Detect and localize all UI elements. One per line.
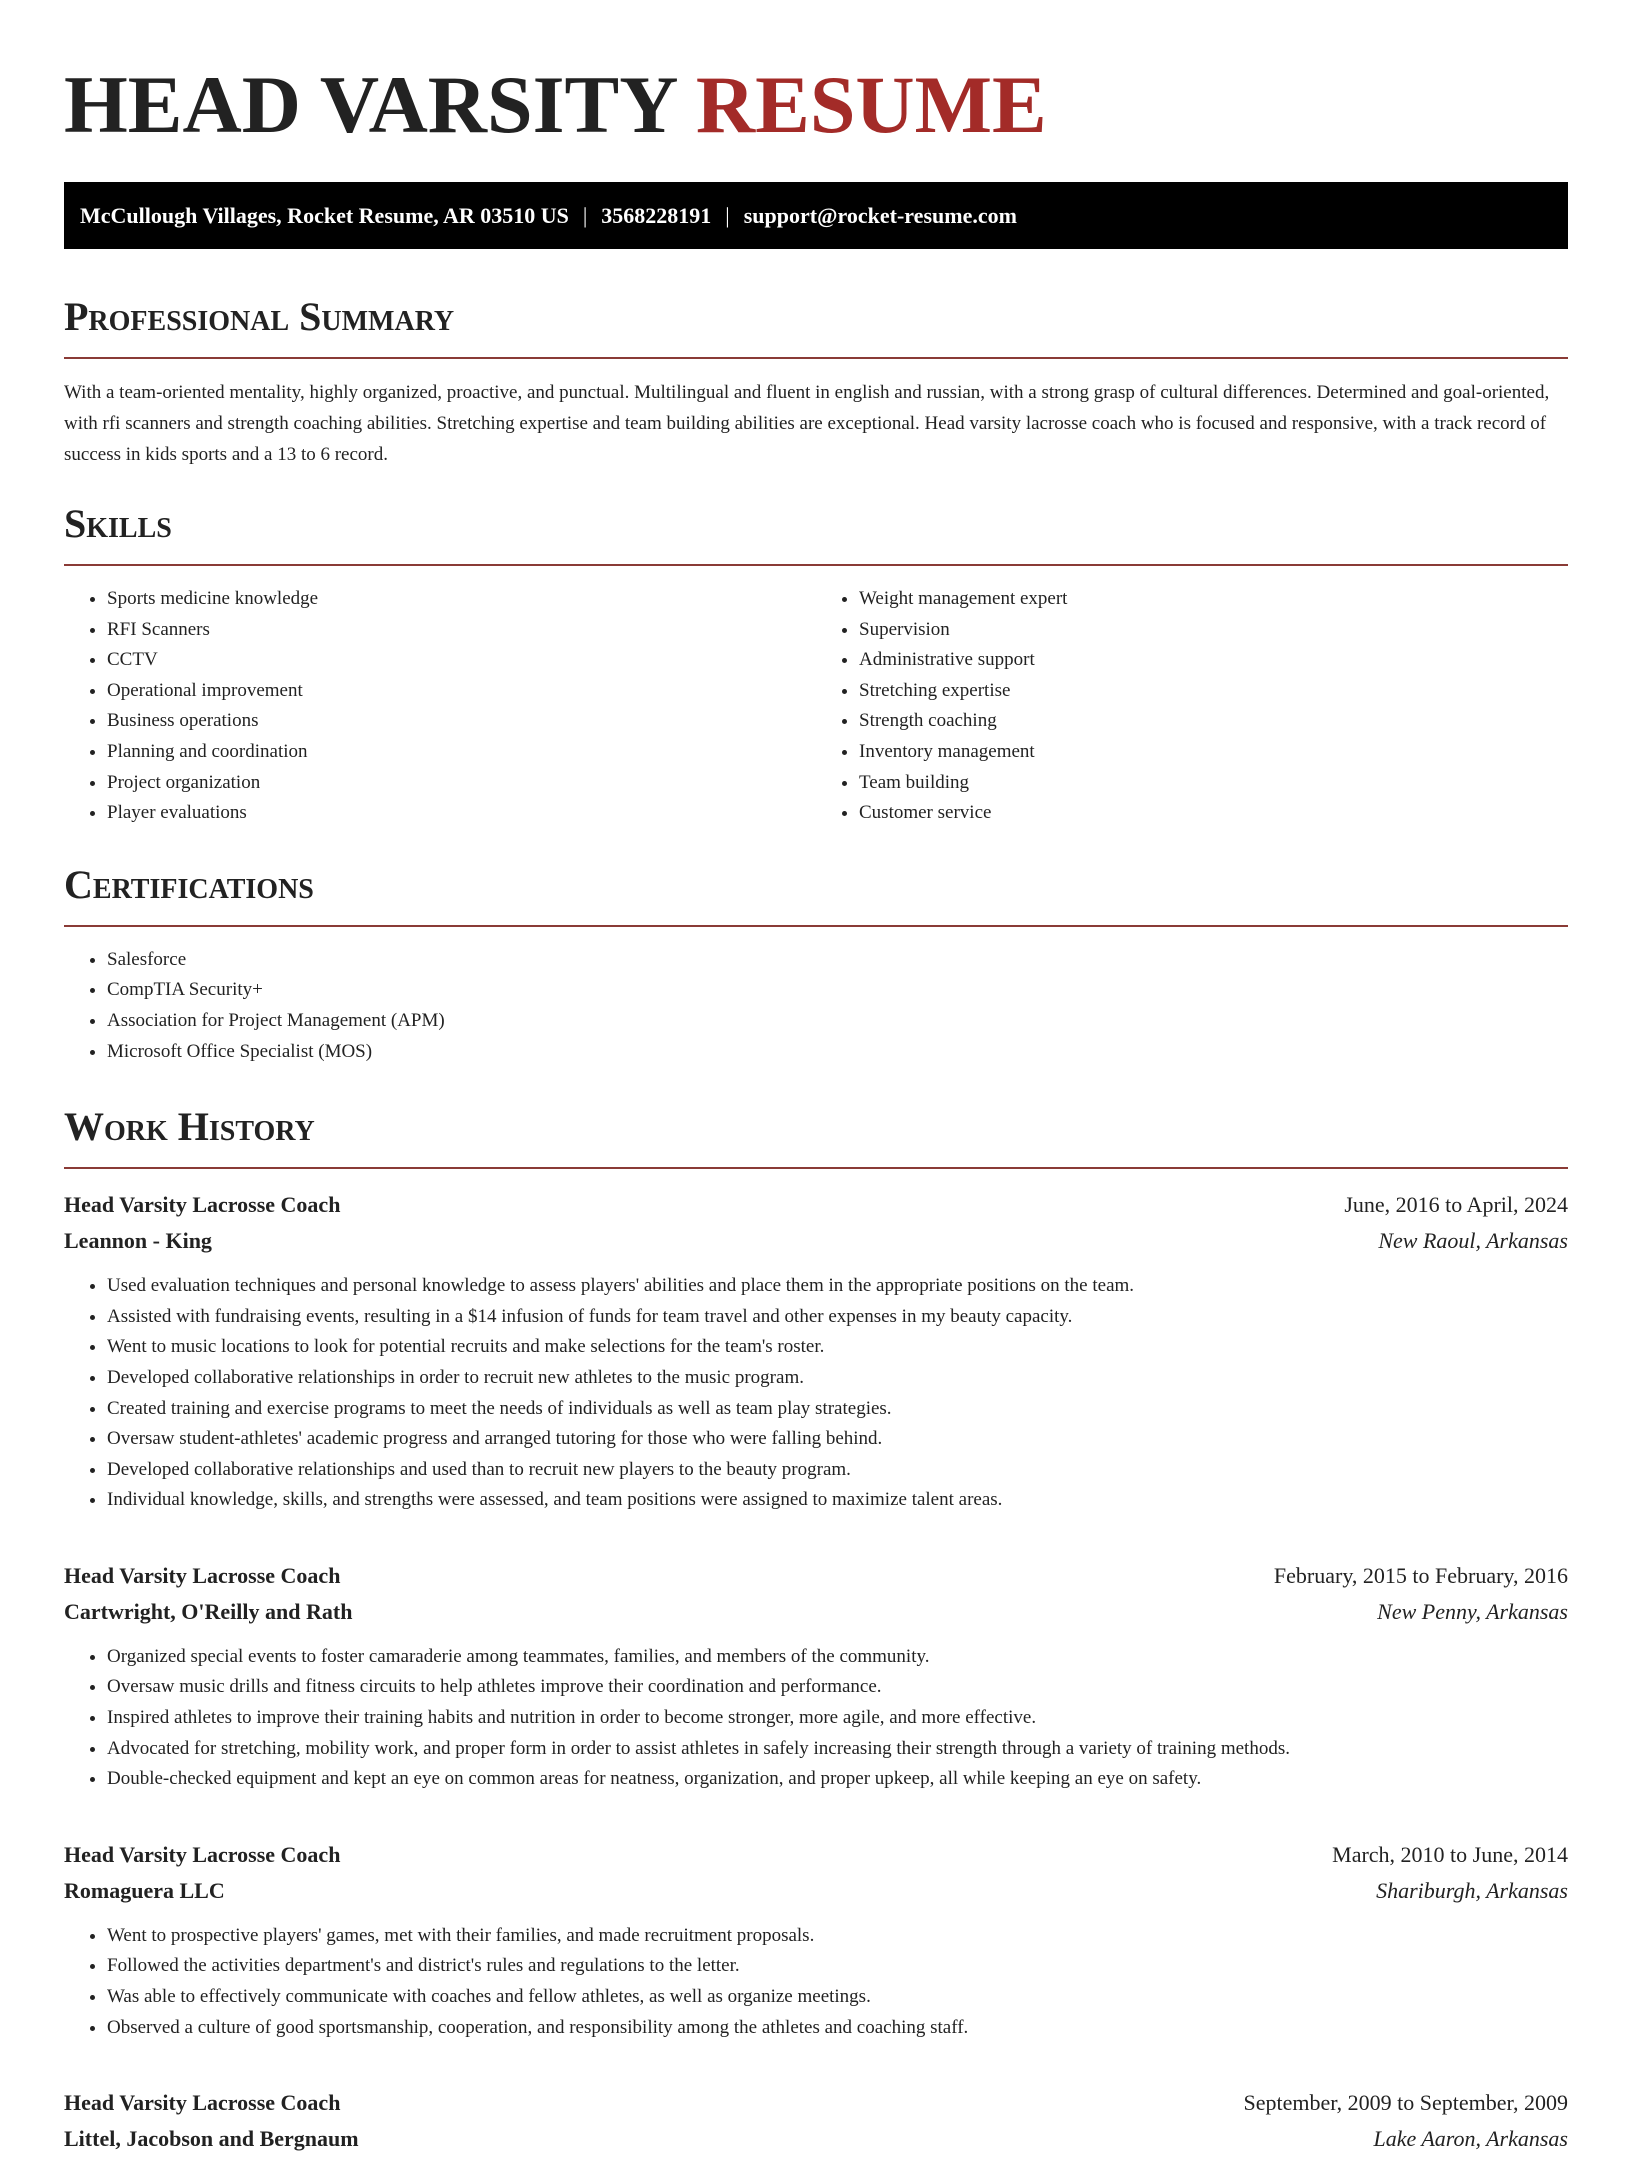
job-location: Shariburgh, Arkansas [1376, 1877, 1568, 1903]
job-duty-item: • Oversaw music drills and fitness circuits to help athletes improve their coordination and performance. [107, 1672, 1568, 1703]
job-company-row [64, 1873, 1568, 1909]
job-role: Head Varsity Lacrosse Coach [64, 1841, 341, 1867]
job-list [64, 1187, 1568, 2157]
certification-item: • Association for Project Management (APM) [107, 1006, 1568, 1037]
job-duty-item: • Went to music locations to look for potential recruits and make selections for the team's roster. [107, 1332, 1568, 1363]
job-location: Lake Aaron, Arkansas [1373, 2126, 1568, 2152]
skills-columns [64, 584, 1568, 829]
skills-list-left [64, 584, 816, 829]
job-company: Cartwright, O'Reilly and Rath [64, 1598, 353, 1624]
job-duty-item: • Developed collaborative relationships in order to recruit new athletes to the music program. [107, 1363, 1568, 1394]
job-duties-list [64, 1642, 1568, 1795]
job-duty-item: • Observed a culture of good sportsmanship, cooperation, and responsibility among the athletes and coaching staff. [107, 2013, 1568, 2044]
contact-phone: 3568228191 [601, 202, 712, 228]
skill-item: • Player evaluations [107, 798, 816, 829]
job-duty-item: • Followed the activities department's and district's rules and regulations to the letter. [107, 1951, 1568, 1982]
skills-heading: Skills [64, 496, 1568, 566]
job-title-row [64, 1558, 1568, 1594]
job-title-row [64, 2085, 1568, 2121]
skill-item: • Weight management expert [859, 584, 1568, 615]
job-entry [64, 2085, 1568, 2157]
job-duty-item: • Inspired athletes to improve their training habits and nutrition in order to become stronger, more agile, and more effective. [107, 1703, 1568, 1734]
job-duty-item: • Went to prospective players' games, met with their families, and made recruitment proposals. [107, 1921, 1568, 1952]
job-company: Romaguera LLC [64, 1877, 225, 1903]
job-duty-item: • Double-checked equipment and kept an eye on common areas for neatness, organization, and proper upkeep, all while keeping an eye on safety. [107, 1764, 1568, 1795]
job-dates: March, 2010 to June, 2014 [1332, 1841, 1568, 1867]
contact-separator: | [725, 202, 730, 228]
skill-item: • Sports medicine knowledge [107, 584, 816, 615]
job-duty-item: • Organized special events to foster camaraderie among teammates, families, and members of the community. [107, 1642, 1568, 1673]
skills-section [64, 496, 1568, 829]
certifications-list [64, 945, 1568, 1067]
skill-item: • Stretching expertise [859, 676, 1568, 707]
job-company: Littel, Jacobson and Bergnaum [64, 2126, 359, 2152]
job-entry [64, 1558, 1568, 1795]
job-role: Head Varsity Lacrosse Coach [64, 2090, 341, 2116]
skill-item: • Inventory management [859, 737, 1568, 768]
job-duties-list [64, 1271, 1568, 1516]
job-duty-item: • Assisted with fundraising events, resulting in a $14 infusion of funds for team travel and other expenses in my beauty capacity. [107, 1302, 1568, 1333]
summary-text: With a team-oriented mentality, highly organized, proactive, and punctual. Multilingual and fluent in english and russian, with a strong grasp of cultural differences. Determined and goal-oriented, with rfi scanners and strength coaching abilities. Stretching expertise and team building abilities are exceptional. Head varsity lacrosse coach who is focused and responsive, with a track record of success in kids sports and a 13 to 6 record. [64, 382, 1550, 465]
job-company-row [64, 1594, 1568, 1630]
job-duty-item: • Oversaw student-athletes' academic progress and arranged tutoring for those who were falling behind. [107, 1424, 1568, 1455]
job-duty-item: • Advocated for stretching, mobility work, and proper form in order to assist athletes in safely increasing their strength through a variety of training methods. [107, 1734, 1568, 1765]
contact-address: McCullough Villages, Rocket Resume, AR 03510 US [80, 202, 569, 228]
summary-section [64, 289, 1568, 470]
job-entry [64, 1187, 1568, 1516]
job-dates: February, 2015 to February, 2016 [1273, 1562, 1568, 1588]
title-accent: RESUME [695, 59, 1047, 150]
summary-heading: Professional Summary [64, 289, 1568, 359]
job-duty-item: • Individual knowledge, skills, and strengths were assessed, and team positions were assigned to maximize talent areas. [107, 1485, 1568, 1516]
work-history-section [64, 1099, 1568, 2157]
job-company-row [64, 2121, 1568, 2157]
job-role: Head Varsity Lacrosse Coach [64, 1192, 341, 1218]
job-duties-list [64, 1921, 1568, 2043]
certifications-section [64, 857, 1568, 1067]
job-dates: September, 2009 to September, 2009 [1243, 2090, 1568, 2116]
skills-list-right [816, 584, 1568, 829]
job-company: Leannon - King [64, 1228, 212, 1254]
contact-bar [64, 182, 1568, 249]
skill-item: • Operational improvement [107, 676, 816, 707]
job-duty-item: • Was able to effectively communicate with coaches and fellow athletes, as well as organize meetings. [107, 1982, 1568, 2013]
job-duty-item: • Used evaluation techniques and personal knowledge to assess players' abilities and place them in the appropriate positions on the team. [107, 1271, 1568, 1302]
skill-item: • Administrative support [859, 645, 1568, 676]
job-duty-item: • Created training and exercise programs to meet the needs of individuals as well as team play strategies. [107, 1394, 1568, 1425]
job-role: Head Varsity Lacrosse Coach [64, 1562, 341, 1588]
skill-item: • Project organization [107, 768, 816, 799]
job-title-row [64, 1837, 1568, 1873]
skill-item: • RFI Scanners [107, 615, 816, 646]
certifications-heading: Certifications [64, 857, 1568, 927]
job-location: New Penny, Arkansas [1377, 1598, 1568, 1624]
job-company-row [64, 1223, 1568, 1259]
skill-item: • Planning and coordination [107, 737, 816, 768]
skill-item: • Customer service [859, 798, 1568, 829]
skill-item: • Business operations [107, 706, 816, 737]
work-history-heading: Work History [64, 1099, 1568, 1169]
skill-item: • CCTV [107, 645, 816, 676]
job-title-row [64, 1187, 1568, 1223]
job-dates: June, 2016 to April, 2024 [1344, 1192, 1568, 1218]
contact-separator: | [582, 202, 588, 228]
job-entry [64, 1837, 1568, 2043]
skill-item: • Team building [859, 768, 1568, 799]
skill-item: • Strength coaching [859, 706, 1568, 737]
skill-item: • Supervision [859, 615, 1568, 646]
job-location: New Raoul, Arkansas [1378, 1228, 1568, 1254]
resume-title [64, 0, 1568, 152]
contact-email: support@rocket-resume.com [743, 202, 1017, 228]
job-duty-item: • Developed collaborative relationships and used than to recruit new players to the beauty program. [107, 1455, 1568, 1486]
certification-item: • Microsoft Office Specialist (MOS) [107, 1037, 1568, 1068]
certification-item: • CompTIA Security+ [107, 975, 1568, 1006]
certification-item: • Salesforce [107, 945, 1568, 976]
title-main: HEAD VARSITY [64, 59, 676, 150]
